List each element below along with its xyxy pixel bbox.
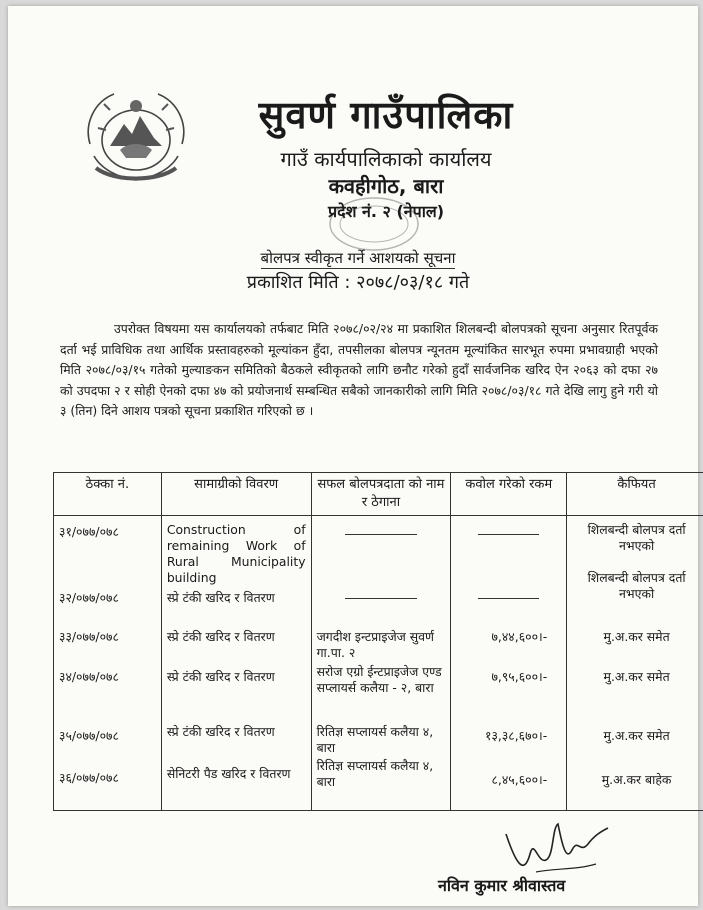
bid-amount: ८,४५,६००।- [491, 772, 548, 787]
bidder-name: रितिज्ञ सप्लायर्स कलैया ४, बारा [316, 758, 434, 789]
bid-amount: ७,९५,६००।- [491, 669, 548, 684]
item-description: स्प्रे टंकी खरिद र वितरण [166, 629, 275, 644]
province-name: प्रदेश नं. २ (नेपाल) [327, 202, 445, 221]
column-contract-no [54, 516, 162, 811]
remark: शिलबन्दी बोलपत्र दर्ता नभएको [587, 522, 686, 553]
column-amount [451, 516, 567, 811]
column-remarks [567, 516, 703, 811]
empty-dash [478, 534, 539, 535]
contract-no: ३२/०७७/०७८ [59, 590, 119, 605]
contract-no: ३३/०७७/०७८ [59, 629, 119, 644]
contract-no: ३६/०७७/०७८ [59, 770, 119, 785]
remark: शिलबन्दी बोलपत्र दर्ता नभएको [587, 570, 686, 601]
header-bidder: सफल बोलपत्रदाता को नाम र ठेगाना [311, 473, 451, 516]
table-header-row [54, 473, 703, 516]
remark: मु.अ.कर समेत [603, 629, 670, 644]
item-description: सेनिटरी पैड खरिद र वितरण [166, 766, 291, 781]
nepal-emblem-icon [80, 84, 192, 186]
published-date: प्रकाशित मिति : २०७८/०३/१८ गते [246, 272, 470, 293]
office-name: गाउँ कार्यपालिकाको कार्यालय [280, 147, 492, 171]
empty-dash [345, 598, 418, 599]
contract-no: ३५/०७७/०७८ [59, 728, 119, 743]
bidder-name: रितिज्ञ सप्लायर्स कलैया ४, बारा [316, 724, 434, 755]
organization-name: सुवर्ण गाउँपालिका [258, 93, 514, 137]
empty-dash [345, 534, 418, 535]
contract-no: ३१/०७७/०७८ [59, 524, 119, 539]
contract-no: ३४/०७७/०७८ [59, 669, 119, 684]
header-amount: कवोल गरेको रकम [451, 473, 567, 516]
empty-dash [478, 598, 539, 599]
bid-amount: १३,३८,६७०।- [485, 728, 548, 743]
office-stamp-icon [326, 194, 422, 254]
header-remarks: कैफियत [567, 473, 703, 516]
bid-amount: ७,४४,६००।- [491, 629, 548, 644]
office-location: कवहीगोठ, बारा [328, 174, 444, 198]
document-page [8, 6, 698, 906]
item-description: Construction of remaining Work of Rural Municipality building [166, 522, 306, 585]
remark: मु.अ.कर बाहेक [601, 772, 672, 787]
header-contract-no: ठेक्का नं. [54, 473, 162, 516]
item-description: स्प्रे टंकी खरिद र वितरण [166, 724, 275, 739]
bidder-name: जगदीश इन्टप्राइजेज सुवर्ण गा.पा. २ [316, 629, 435, 660]
notice-body: उपरोक्त विषयमा यस कार्यालयको तर्फबाट मिति २०७८/०२/२४ मा प्रकाशित शिलबन्दी बोलपत्रको सूचना अनुसार रितपूर्वक दर्ता भई प्राविधिक तथा आर्थिक प्रस्तावहरुको मूल्यांकन हुँदा, तपसीलका बोलपत्र न्यूनतम मूल्यांकित सारभूत रुपमा प्रभावग्राही भएको मिति २०७८/०३/१५ गतेको मुल्याङकन समितिको बैठकले स्वीकृतको लागि छनौट गरेको हुदाँ सार्वजनिक खरिद ऐन २०६३ को दफा २७ को उपदफा २ र सोही ऐनको दफा ४७ को प्रयोजनार्थ सम्बन्धित सबैको जानकारीको लागि मिति २०७८/०३/१८ गते देखि लागु हुने गरी यो ३ (तिन) दिने आशय पत्रको सूचना प्रकाशित गरिएको छ । [60, 321, 658, 418]
notice-title: बोलपत्र स्वीकृत गर्ने आशयको सूचना [260, 249, 456, 267]
bid-table [53, 472, 703, 811]
bidder-name: सरोज एग्रो ईन्टप्राइजेज एण्ड सप्लायर्स कलैया - २, बारा [316, 664, 442, 695]
item-description: स्प्रे टंकी खरिद र वितरण [166, 590, 275, 605]
header-description: सामाग्रीको विवरण [161, 473, 311, 516]
remark: मु.अ.कर समेत [603, 669, 670, 684]
column-bidder [311, 516, 451, 811]
remark: मु.अ.कर समेत [603, 728, 670, 743]
item-description: स्प्रे टंकी खरिद र वितरण [166, 669, 275, 684]
signatory-name: नविन कुमार श्रीवास्तव [438, 876, 566, 895]
column-description [161, 516, 311, 811]
table-row [54, 516, 703, 811]
